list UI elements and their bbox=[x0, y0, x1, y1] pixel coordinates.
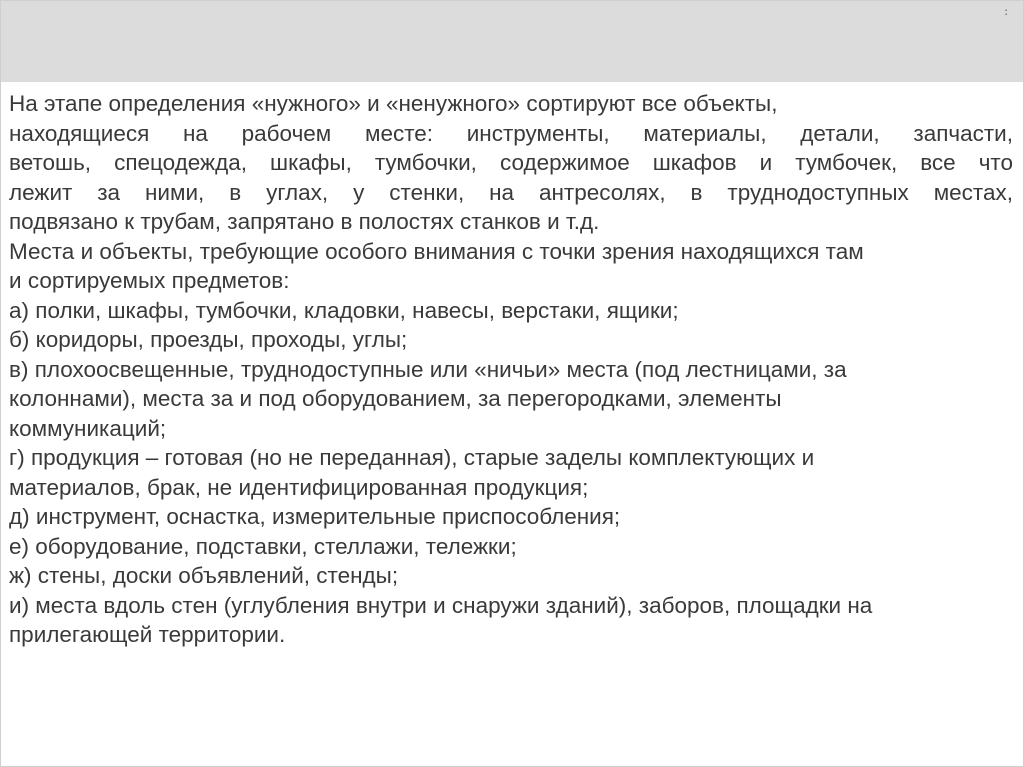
list-item-g-line-2: материалов, брак, не идентифицированная продукция; bbox=[9, 474, 589, 500]
paragraph-1-line-2: находящиеся на рабочем месте: инструменты, материалы, детали, запчасти, bbox=[9, 120, 1013, 146]
list-item-i-line-2: прилегающей территории. bbox=[9, 622, 286, 647]
paragraph-1-line-5: подвязано к трубам, запрятано в полостях станков и т.д. bbox=[9, 209, 600, 234]
list-item-b: б) коридоры, проезды, проходы, углы; bbox=[9, 327, 408, 352]
list-item-v-line-2: колоннами), места за и под оборудованием, за перегородками, элементы bbox=[9, 386, 782, 411]
list-item-e: е) оборудование, подставки, стеллажи, тележки; bbox=[9, 533, 517, 559]
list-item-a: а) полки, шкафы, тумбочки, кладовки, навесы, верстаки, ящики; bbox=[9, 297, 679, 323]
list-item-d: д) инструмент, оснастка, измерительные приспособления; bbox=[9, 504, 621, 529]
header-band bbox=[1, 1, 1023, 82]
paragraph-1-line-1: На этапе определения «нужного» и «ненужного» сортируют все объекты, bbox=[9, 91, 778, 116]
list-item-zh: ж) стены, доски объявлений, стенды; bbox=[9, 563, 399, 588]
slide-body-text bbox=[9, 89, 1013, 650]
more-options-icon[interactable]: : bbox=[1004, 5, 1009, 18]
paragraph-2-line-2: и сортируемых предметов: bbox=[9, 268, 290, 293]
paragraph-1-line-3: ветошь, спецодежда, шкафы, тумбочки, содержимое шкафов и тумбочек, все что bbox=[9, 150, 1013, 175]
paragraph-1-line-4: лежит за ними, в углах, у стенки, на антресолях, в труднодоступных местах, bbox=[9, 179, 1013, 205]
list-item-i-line-1: и) места вдоль стен (углубления внутри и снаружи зданий), заборов, площадки на bbox=[9, 592, 873, 618]
paragraph-2-line-1: Места и объекты, требующие особого внимания с точки зрения находящихся там bbox=[9, 238, 864, 264]
list-item-g-line-1: г) продукция – готовая (но не переданная), старые заделы комплектующих и bbox=[9, 445, 815, 470]
list-item-v-line-3: коммуникаций; bbox=[9, 415, 167, 441]
list-item-v-line-1: в) плохоосвещенные, труднодоступные или «ничьи» места (под лестницами, за bbox=[9, 356, 847, 382]
